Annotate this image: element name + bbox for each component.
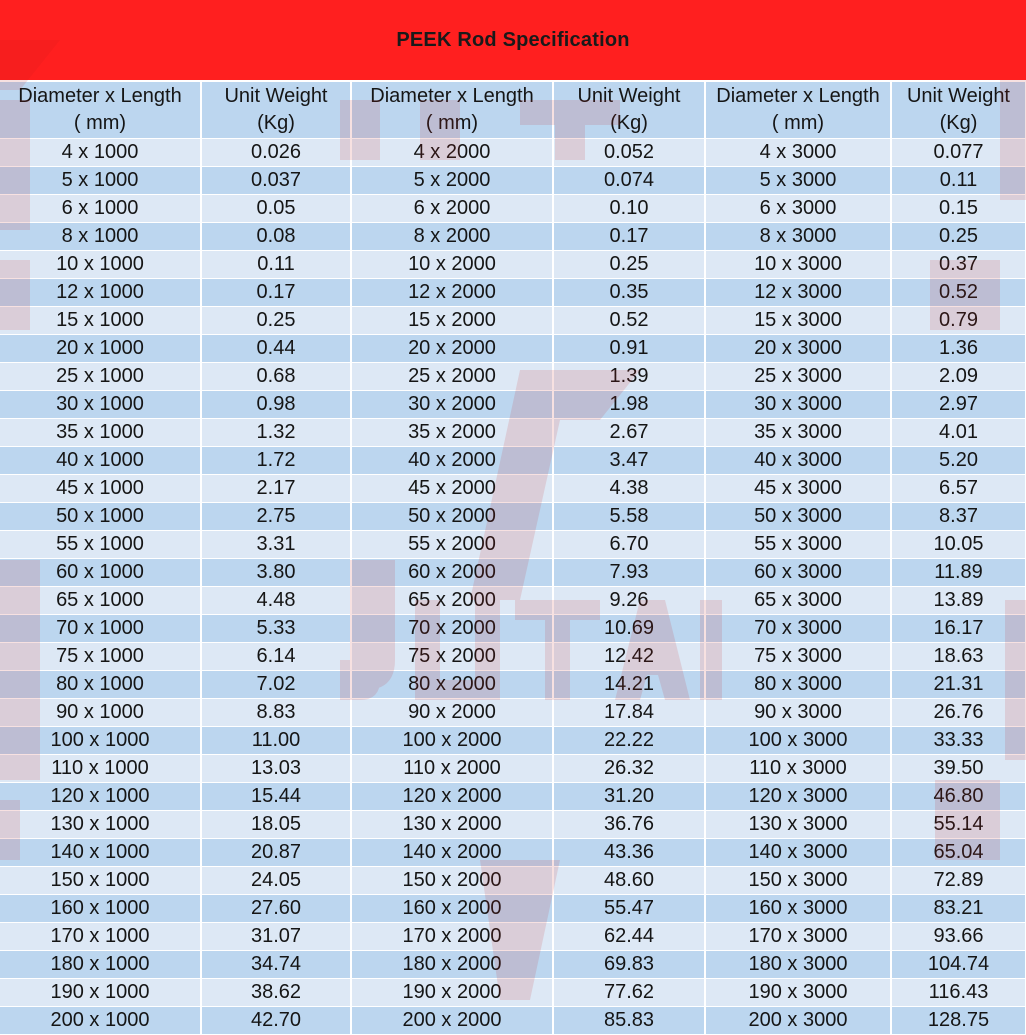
- size-cell: 4 x 2000: [351, 139, 553, 167]
- weight-cell: 14.21: [553, 671, 705, 699]
- weight-cell: 7.02: [201, 671, 351, 699]
- weight-cell: 27.60: [201, 895, 351, 923]
- weight-cell: 36.76: [553, 811, 705, 839]
- weight-cell: 43.36: [553, 839, 705, 867]
- size-cell: 8 x 1000: [0, 223, 201, 251]
- table-row: [0, 391, 1026, 419]
- weight-cell: 4.38: [553, 475, 705, 503]
- size-cell: 100 x 2000: [351, 727, 553, 755]
- header-line2: ( mm): [73, 112, 127, 134]
- weight-cell: 1.39: [553, 363, 705, 391]
- size-cell: 140 x 1000: [0, 839, 201, 867]
- size-cell: 25 x 1000: [0, 363, 201, 391]
- size-cell: 6 x 2000: [351, 195, 553, 223]
- table-row: [0, 475, 1026, 503]
- size-cell: 140 x 3000: [705, 839, 891, 867]
- table-row: [0, 643, 1026, 671]
- weight-cell: 38.62: [201, 979, 351, 1007]
- weight-cell: 31.07: [201, 923, 351, 951]
- header-line2: (Kg): [610, 112, 648, 134]
- title-bar: [0, 0, 1026, 80]
- weight-cell: 34.74: [201, 951, 351, 979]
- size-cell: 15 x 3000: [705, 307, 891, 335]
- weight-cell: 1.32: [201, 419, 351, 447]
- weight-cell: 62.44: [553, 923, 705, 951]
- weight-cell: 0.25: [201, 307, 351, 335]
- size-cell: 200 x 3000: [705, 1007, 891, 1035]
- size-cell: 35 x 3000: [705, 419, 891, 447]
- table-row: [0, 867, 1026, 895]
- size-cell: 160 x 3000: [705, 895, 891, 923]
- table-row: [0, 279, 1026, 307]
- size-cell: 130 x 3000: [705, 811, 891, 839]
- weight-cell: 93.66: [891, 923, 1026, 951]
- weight-cell: 42.70: [201, 1007, 351, 1035]
- weight-cell: 26.76: [891, 699, 1026, 727]
- size-cell: 40 x 2000: [351, 447, 553, 475]
- size-cell: 5 x 1000: [0, 167, 201, 195]
- weight-cell: 6.14: [201, 643, 351, 671]
- size-cell: 6 x 1000: [0, 195, 201, 223]
- size-cell: 110 x 2000: [351, 755, 553, 783]
- table-row: [0, 307, 1026, 335]
- size-cell: 170 x 2000: [351, 923, 553, 951]
- table-row: [0, 559, 1026, 587]
- weight-cell: 18.63: [891, 643, 1026, 671]
- header-line2: ( mm): [771, 112, 825, 134]
- table-row: [0, 195, 1026, 223]
- size-cell: 65 x 2000: [351, 587, 553, 615]
- size-cell: 120 x 1000: [0, 783, 201, 811]
- weight-cell: 0.17: [201, 279, 351, 307]
- size-cell: 180 x 3000: [705, 951, 891, 979]
- weight-cell: 18.05: [201, 811, 351, 839]
- size-cell: 55 x 3000: [705, 531, 891, 559]
- size-cell: 65 x 3000: [705, 587, 891, 615]
- size-cell: 8 x 2000: [351, 223, 553, 251]
- size-cell: 25 x 3000: [705, 363, 891, 391]
- header-cell: [891, 82, 1026, 139]
- weight-cell: 0.25: [553, 251, 705, 279]
- size-cell: 45 x 1000: [0, 475, 201, 503]
- weight-cell: 24.05: [201, 867, 351, 895]
- table-row: [0, 503, 1026, 531]
- size-cell: 160 x 2000: [351, 895, 553, 923]
- weight-cell: 22.22: [553, 727, 705, 755]
- table-row: [0, 671, 1026, 699]
- weight-cell: 2.97: [891, 391, 1026, 419]
- size-cell: 75 x 1000: [0, 643, 201, 671]
- weight-cell: 128.75: [891, 1007, 1026, 1035]
- weight-cell: 0.25: [891, 223, 1026, 251]
- weight-cell: 0.10: [553, 195, 705, 223]
- weight-cell: 31.20: [553, 783, 705, 811]
- weight-cell: 15.44: [201, 783, 351, 811]
- table-row: [0, 223, 1026, 251]
- table-row: [0, 531, 1026, 559]
- weight-cell: 16.17: [891, 615, 1026, 643]
- size-cell: 40 x 3000: [705, 447, 891, 475]
- weight-cell: 3.47: [553, 447, 705, 475]
- size-cell: 70 x 3000: [705, 615, 891, 643]
- size-cell: 75 x 3000: [705, 643, 891, 671]
- weight-cell: 0.077: [891, 139, 1026, 167]
- table-row: [0, 979, 1026, 1007]
- weight-cell: 0.17: [553, 223, 705, 251]
- size-cell: 100 x 1000: [0, 727, 201, 755]
- size-cell: 65 x 1000: [0, 587, 201, 615]
- header-cell: [201, 82, 351, 139]
- size-cell: 55 x 2000: [351, 531, 553, 559]
- size-cell: 190 x 1000: [0, 979, 201, 1007]
- size-cell: 10 x 3000: [705, 251, 891, 279]
- weight-cell: 77.62: [553, 979, 705, 1007]
- size-cell: 150 x 3000: [705, 867, 891, 895]
- weight-cell: 65.04: [891, 839, 1026, 867]
- header-line2: (Kg): [257, 112, 295, 134]
- weight-cell: 46.80: [891, 783, 1026, 811]
- weight-cell: 13.03: [201, 755, 351, 783]
- weight-cell: 0.44: [201, 335, 351, 363]
- table-row: [0, 727, 1026, 755]
- size-cell: 170 x 1000: [0, 923, 201, 951]
- header-line1: Diameter x Length: [18, 85, 182, 107]
- header-cell: [0, 82, 201, 139]
- size-cell: 60 x 1000: [0, 559, 201, 587]
- weight-cell: 0.05: [201, 195, 351, 223]
- weight-cell: 0.11: [891, 167, 1026, 195]
- weight-cell: 20.87: [201, 839, 351, 867]
- weight-cell: 0.11: [201, 251, 351, 279]
- weight-cell: 10.69: [553, 615, 705, 643]
- weight-cell: 85.83: [553, 1007, 705, 1035]
- size-cell: 35 x 2000: [351, 419, 553, 447]
- weight-cell: 48.60: [553, 867, 705, 895]
- header-line1: Diameter x Length: [370, 85, 534, 107]
- size-cell: 70 x 1000: [0, 615, 201, 643]
- weight-cell: 0.15: [891, 195, 1026, 223]
- weight-cell: 0.037: [201, 167, 351, 195]
- size-cell: 80 x 2000: [351, 671, 553, 699]
- table-row: [0, 615, 1026, 643]
- weight-cell: 13.89: [891, 587, 1026, 615]
- table-row: [0, 839, 1026, 867]
- size-cell: 110 x 3000: [705, 755, 891, 783]
- size-cell: 150 x 1000: [0, 867, 201, 895]
- size-cell: 90 x 1000: [0, 699, 201, 727]
- size-cell: 180 x 1000: [0, 951, 201, 979]
- size-cell: 160 x 1000: [0, 895, 201, 923]
- weight-cell: 2.09: [891, 363, 1026, 391]
- weight-cell: 2.67: [553, 419, 705, 447]
- header-line2: ( mm): [425, 112, 479, 134]
- weight-cell: 0.026: [201, 139, 351, 167]
- weight-cell: 83.21: [891, 895, 1026, 923]
- size-cell: 6 x 3000: [705, 195, 891, 223]
- size-cell: 190 x 2000: [351, 979, 553, 1007]
- weight-cell: 69.83: [553, 951, 705, 979]
- weight-cell: 7.93: [553, 559, 705, 587]
- weight-cell: 0.052: [553, 139, 705, 167]
- header-cell: [351, 82, 553, 139]
- weight-cell: 6.57: [891, 475, 1026, 503]
- table-row: [0, 167, 1026, 195]
- weight-cell: 10.05: [891, 531, 1026, 559]
- size-cell: 120 x 2000: [351, 783, 553, 811]
- size-cell: 20 x 2000: [351, 335, 553, 363]
- size-cell: 20 x 1000: [0, 335, 201, 363]
- weight-cell: 21.31: [891, 671, 1026, 699]
- header-line1: Unit Weight: [906, 85, 1010, 107]
- weight-cell: 8.83: [201, 699, 351, 727]
- weight-cell: 116.43: [891, 979, 1026, 1007]
- weight-cell: 1.36: [891, 335, 1026, 363]
- size-cell: 130 x 2000: [351, 811, 553, 839]
- weight-cell: 12.42: [553, 643, 705, 671]
- size-cell: 8 x 3000: [705, 223, 891, 251]
- weight-cell: 11.89: [891, 559, 1026, 587]
- weight-cell: 39.50: [891, 755, 1026, 783]
- table-row: [0, 895, 1026, 923]
- size-cell: 100 x 3000: [705, 727, 891, 755]
- size-cell: 110 x 1000: [0, 755, 201, 783]
- size-cell: 60 x 3000: [705, 559, 891, 587]
- size-cell: 150 x 2000: [351, 867, 553, 895]
- weight-cell: 55.47: [553, 895, 705, 923]
- weight-cell: 0.35: [553, 279, 705, 307]
- header-row: [0, 82, 1026, 139]
- table-row: [0, 755, 1026, 783]
- size-cell: 30 x 2000: [351, 391, 553, 419]
- weight-cell: 2.75: [201, 503, 351, 531]
- size-cell: 45 x 2000: [351, 475, 553, 503]
- header-cell: [705, 82, 891, 139]
- table-row: [0, 587, 1026, 615]
- size-cell: 190 x 3000: [705, 979, 891, 1007]
- weight-cell: 5.58: [553, 503, 705, 531]
- size-cell: 25 x 2000: [351, 363, 553, 391]
- size-cell: 60 x 2000: [351, 559, 553, 587]
- weight-cell: 1.72: [201, 447, 351, 475]
- weight-cell: 9.26: [553, 587, 705, 615]
- size-cell: 5 x 3000: [705, 167, 891, 195]
- weight-cell: 0.52: [891, 279, 1026, 307]
- size-cell: 5 x 2000: [351, 167, 553, 195]
- table-body: [0, 139, 1026, 1035]
- weight-cell: 17.84: [553, 699, 705, 727]
- size-cell: 70 x 2000: [351, 615, 553, 643]
- size-cell: 90 x 2000: [351, 699, 553, 727]
- size-cell: 90 x 3000: [705, 699, 891, 727]
- size-cell: 50 x 2000: [351, 503, 553, 531]
- table-row: [0, 1007, 1026, 1035]
- size-cell: 30 x 3000: [705, 391, 891, 419]
- size-cell: 15 x 2000: [351, 307, 553, 335]
- weight-cell: 33.33: [891, 727, 1026, 755]
- size-cell: 200 x 1000: [0, 1007, 201, 1035]
- size-cell: 30 x 1000: [0, 391, 201, 419]
- size-cell: 10 x 1000: [0, 251, 201, 279]
- size-cell: 120 x 3000: [705, 783, 891, 811]
- size-cell: 50 x 3000: [705, 503, 891, 531]
- size-cell: 40 x 1000: [0, 447, 201, 475]
- weight-cell: 6.70: [553, 531, 705, 559]
- weight-cell: 0.79: [891, 307, 1026, 335]
- size-cell: 75 x 2000: [351, 643, 553, 671]
- table-row: [0, 699, 1026, 727]
- table-row: [0, 923, 1026, 951]
- size-cell: 80 x 3000: [705, 671, 891, 699]
- size-cell: 15 x 1000: [0, 307, 201, 335]
- size-cell: 50 x 1000: [0, 503, 201, 531]
- weight-cell: 0.074: [553, 167, 705, 195]
- size-cell: 170 x 3000: [705, 923, 891, 951]
- size-cell: 45 x 3000: [705, 475, 891, 503]
- table-row: [0, 363, 1026, 391]
- weight-cell: 5.33: [201, 615, 351, 643]
- table-row: [0, 139, 1026, 167]
- size-cell: 12 x 3000: [705, 279, 891, 307]
- size-cell: 180 x 2000: [351, 951, 553, 979]
- header-line1: Diameter x Length: [716, 85, 880, 107]
- weight-cell: 11.00: [201, 727, 351, 755]
- weight-cell: 3.31: [201, 531, 351, 559]
- size-cell: 20 x 3000: [705, 335, 891, 363]
- weight-cell: 5.20: [891, 447, 1026, 475]
- table-row: [0, 419, 1026, 447]
- weight-cell: 4.01: [891, 419, 1026, 447]
- size-cell: 10 x 2000: [351, 251, 553, 279]
- size-cell: 80 x 1000: [0, 671, 201, 699]
- weight-cell: 1.98: [553, 391, 705, 419]
- table-row: [0, 811, 1026, 839]
- header-cell: [553, 82, 705, 139]
- weight-cell: 0.08: [201, 223, 351, 251]
- weight-cell: 2.17: [201, 475, 351, 503]
- weight-cell: 3.80: [201, 559, 351, 587]
- table-row: [0, 251, 1026, 279]
- header-line1: Unit Weight: [577, 85, 681, 107]
- page-title: PEEK Rod Specification: [396, 28, 630, 51]
- weight-cell: 0.98: [201, 391, 351, 419]
- weight-cell: 72.89: [891, 867, 1026, 895]
- header-line2: (Kg): [939, 112, 978, 134]
- weight-cell: 55.14: [891, 811, 1026, 839]
- table-row: [0, 335, 1026, 363]
- weight-cell: 0.91: [553, 335, 705, 363]
- weight-cell: 26.32: [553, 755, 705, 783]
- size-cell: 140 x 2000: [351, 839, 553, 867]
- weight-cell: 0.68: [201, 363, 351, 391]
- size-cell: 12 x 1000: [0, 279, 201, 307]
- size-cell: 4 x 1000: [0, 139, 201, 167]
- spec-table: [0, 82, 1026, 1035]
- header-line1: Unit Weight: [224, 85, 328, 107]
- size-cell: 12 x 2000: [351, 279, 553, 307]
- weight-cell: 104.74: [891, 951, 1026, 979]
- table-row: [0, 447, 1026, 475]
- weight-cell: 0.37: [891, 251, 1026, 279]
- weight-cell: 0.52: [553, 307, 705, 335]
- size-cell: 35 x 1000: [0, 419, 201, 447]
- size-cell: 200 x 2000: [351, 1007, 553, 1035]
- table-row: [0, 783, 1026, 811]
- size-cell: 130 x 1000: [0, 811, 201, 839]
- weight-cell: 4.48: [201, 587, 351, 615]
- size-cell: 4 x 3000: [705, 139, 891, 167]
- weight-cell: 8.37: [891, 503, 1026, 531]
- table-row: [0, 951, 1026, 979]
- size-cell: 55 x 1000: [0, 531, 201, 559]
